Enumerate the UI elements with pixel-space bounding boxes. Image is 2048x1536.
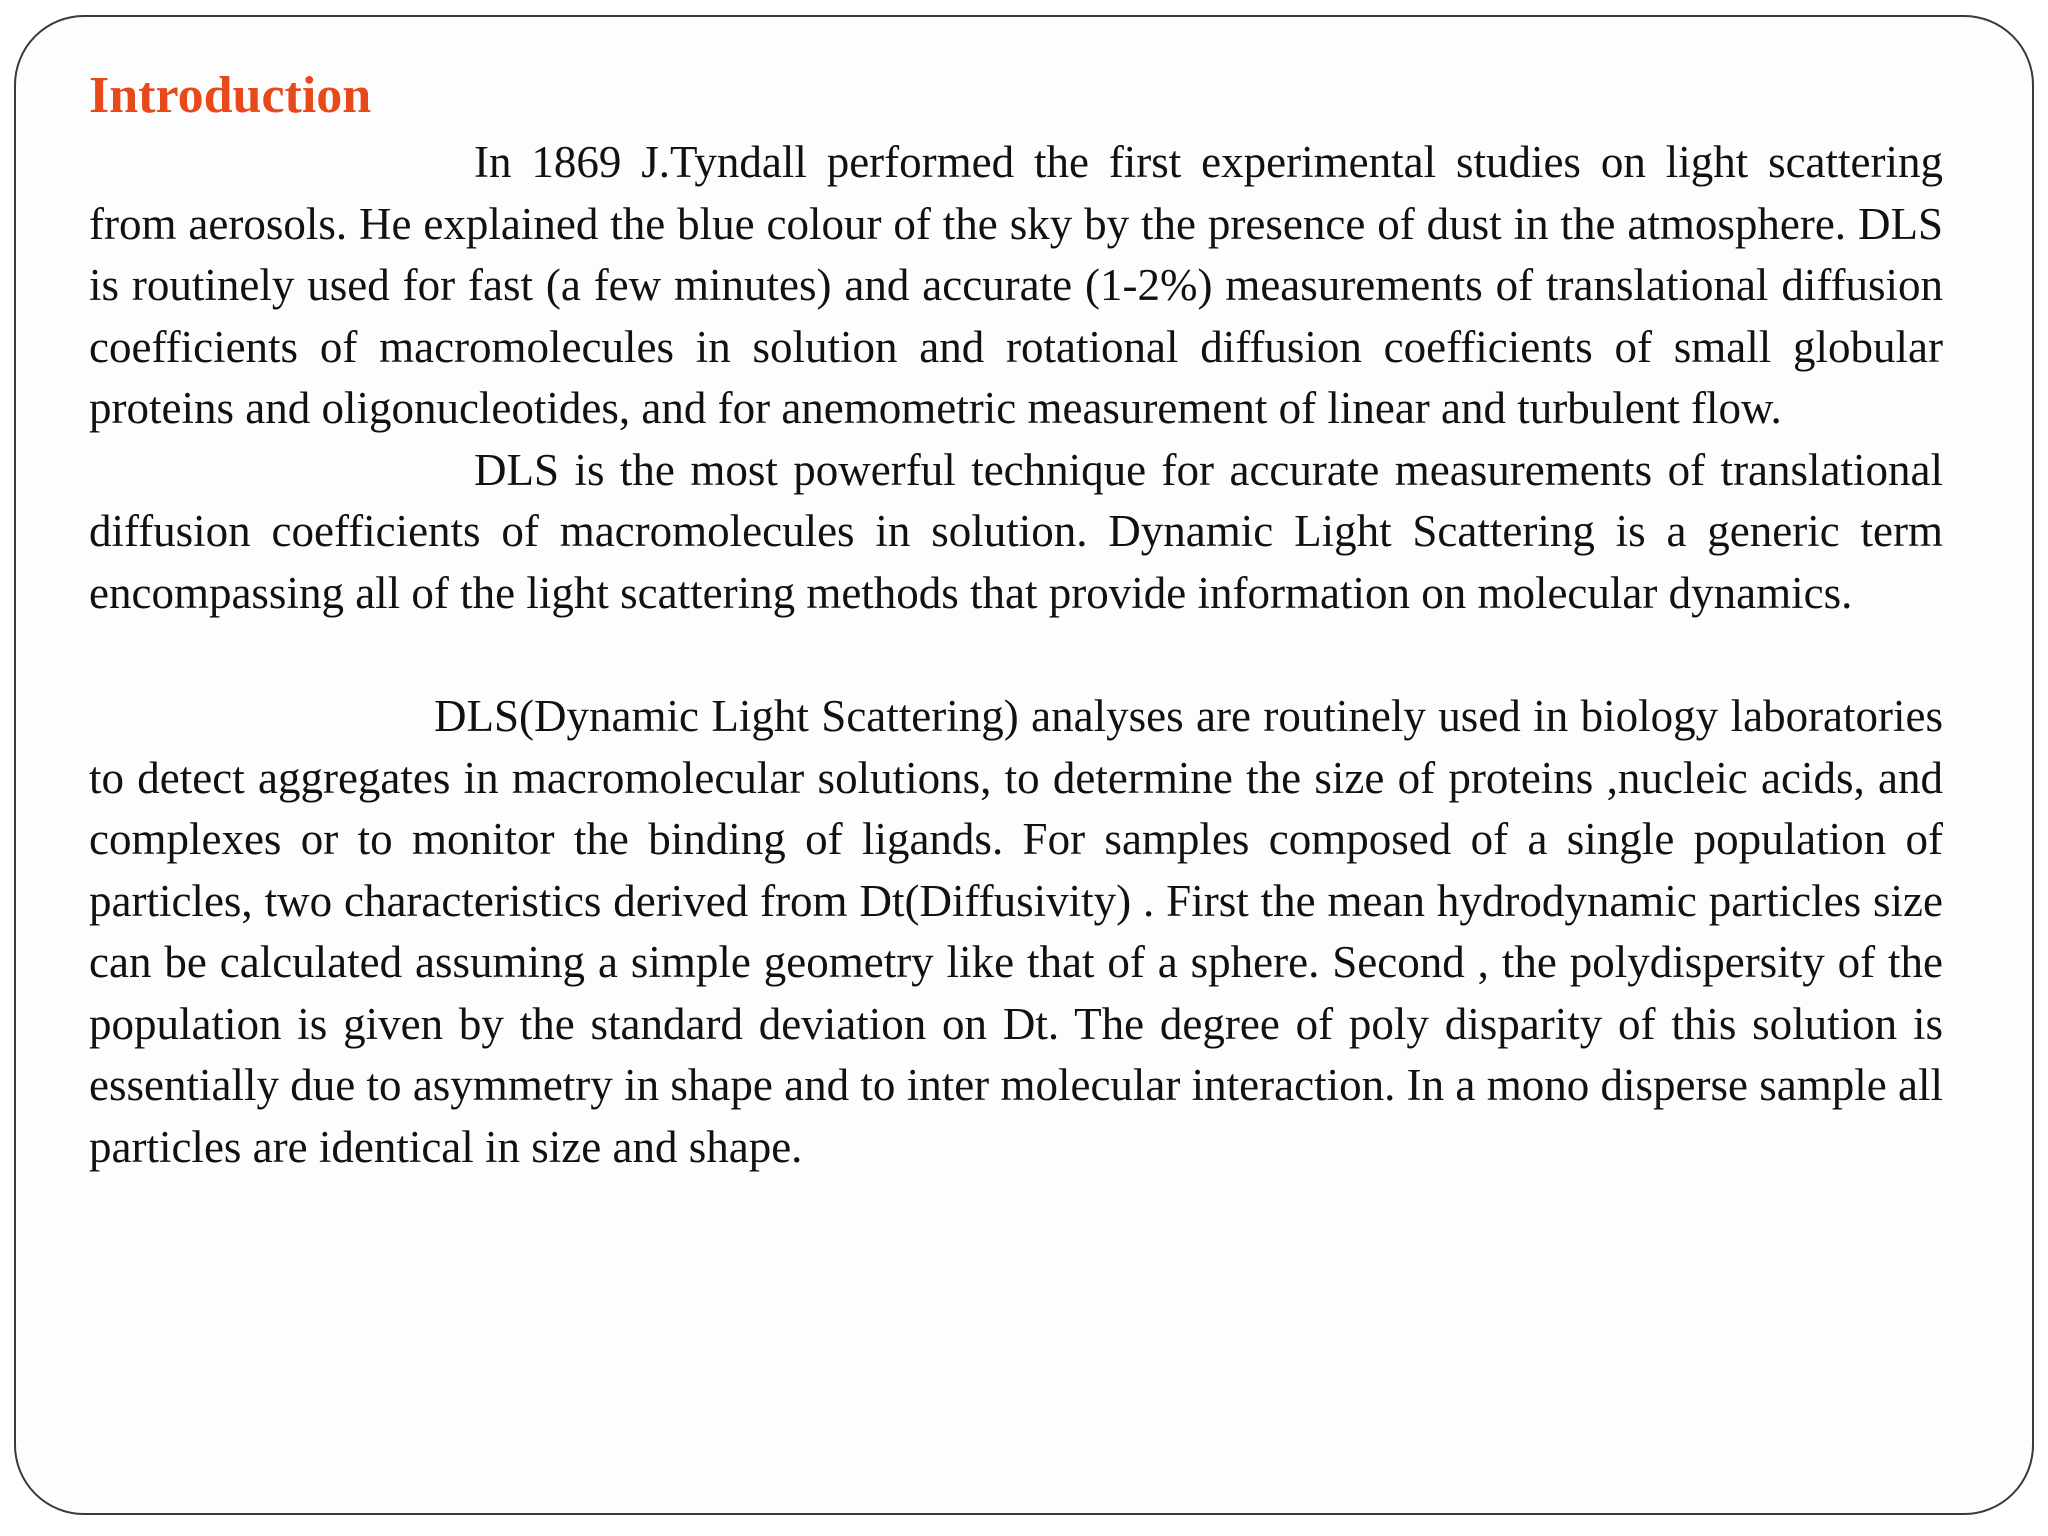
paragraph-dls-technique: DLS is the most powerful technique for accurate measurements of translational diffusion coefficients of macromolecules in solution. Dynamic Light Scattering is a generic term encompassing all of the light scattering methods that provide information on molecular dynamics. (89, 444, 1943, 618)
paragraph-spacer (89, 624, 1943, 686)
paragraph-dls-applications: DLS(Dynamic Light Scattering) analyses are routinely used in biology laboratories to detect aggregates in macromolecular solutions, to determine the size of proteins ,nucleic acids, and complexes or to monitor the binding of ligands. For samples composed of a single population of particles, two characteristics derived from Dt(Diffusivity) . First the mean hydrodynamic particles size can be calculated assuming a simple geometry like that of a sphere. Second , the polydispersity of the population is given by the standard deviation on Dt. The degree of poly disparity of this solution is essentially due to asymmetry in shape and to inter molecular interaction. In a mono disperse sample all particles are identical in size and shape. (89, 691, 1943, 1172)
paragraph-tyndall-history: In 1869 J.Tyndall performed the first experimental studies on light scattering from aerosols. He explained the blue colour of the sky by the presence of dust in the atmosphere. DLS is routinely used for fast (a few minutes) and accurate (1-2%) measurements of translational diffusion coefficients of macromolecules in solution and rotational diffusion coefficients of small globular proteins and oligonucleotides, and for anemometric measurement of linear and turbulent flow. (89, 137, 1943, 433)
slide-content (89, 60, 1943, 1178)
slide-title: Introduction (89, 67, 372, 124)
